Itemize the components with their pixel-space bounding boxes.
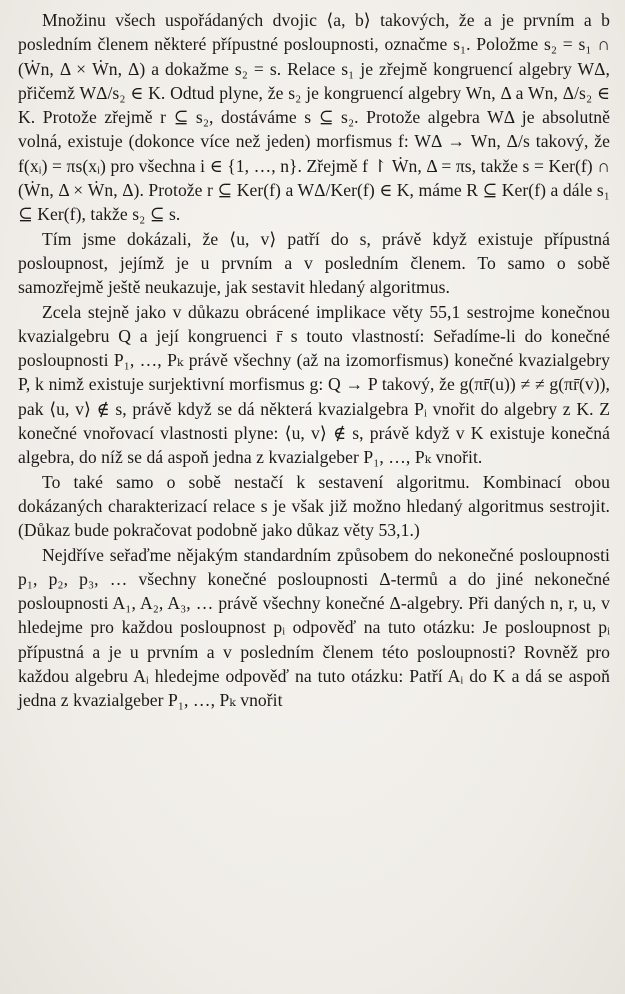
paragraph-enumeration: Nejdříve seřaďme nějakým standardním způsobem do nekonečné posloupnosti p₁, p₂, p₃, … všechny konečné posloupnosti Δ-termů a do jiné nekonečné posloupnosti A₁, A₂, A₃, … právě všechny konečné Δ-algebry. Při daných n, r, u, v hledejme pro každou posloupnost pᵢ odpověď na tuto otázku: Je posloupnost pᵢ přípustná a je u prvním a v posledním členem této posloupnosti? Rovněž pro každou algebru Aᵢ hledejme odpověď na tuto otázku: Patří Aᵢ do K a dá se aspoň jedna z kvazialgeber P₁, …, Pₖ vnořit <box>18 544 610 711</box>
paragraph-congruence-proof: Množinu všech uspořádaných dvojic ⟨a, b⟩ takových, že a je prvním a b posledním členem některé přípustné posloupnosti, označme s₁. Položme s₂ = s₁ ∩ (Ẇn, Δ × Ẇn, Δ) a dokažme s₂ = s. Relace s₁ je zřejmě kongruencí algebry WΔ, přičemž WΔ/s₂ ∈ K. Odtud plyne, že s₂ je kongruencí algebry Wn, Δ a Wn, Δ/s₂ ∈ K. Protože zřejmě r ⊆ s₂, dostáváme s ⊆ s₂. Protože algebra WΔ je absolutně volná, existuje (dokonce více než jeden) morfismus f: WΔ → Wn, Δ/s takový, že f(xᵢ) = πs(xᵢ) pro všechna i ∈ {1, …, n}. Zřejmě f ↾ Ẇn, Δ = πs, takže s = Ker(f) ∩ (Ẇn, Δ × Ẇn, Δ). Protože r ⊆ Ker(f) a WΔ/Ker(f) ∈ K, máme R ⊆ Ker(f) a dále s₁ ⊆ Ker(f), takže s₂ ⊆ s. <box>18 10 610 225</box>
paragraph-quasialgebra-construction: Zcela stejně jako v důkazu obrácené implikace věty 55,1 sestrojme konečnou kvazialgebru Q a její kongruenci r̄ s touto vlastností: Seřadíme-li do konečné posloupnosti P₁, …, Pₖ právě všechny (až na izomorfismus) konečné kvazialgebry P, k nimž existuje surjektivní morfismus g: Q → P takový, že g(πr̄(u)) ≠ ≠ g(πr̄(v)), pak ⟨u, v⟩ ∉ s, právě když se dá některá kvazialgebra Pᵢ vnořit do algebry z K. Z konečné vnořovací vlastnosti plyne: ⟨u, v⟩ ∉ s, právě když v K existuje konečná algebra, do níž se dá aspoň jedna z kvazialgeber P₁, …, Pₖ vnořit. <box>18 301 610 468</box>
paragraph-algorithm-combination: To také samo o sobě nestačí k sestavení algoritmu. Kombinací obou dokázaných charakterizací relace s je však již možno hledaný algoritmus sestrojit. (Důkaz bude pokračovat podobně jako důkaz věty 53,1.) <box>18 471 610 541</box>
body-text <box>18 8 610 713</box>
paragraph-admissible-sequence: Tím jsme dokázali, že ⟨u, v⟩ patří do s, právě když existuje přípustná posloupnost, jejímž je u prvním a v posledním členem. To samo o sobě samozřejmě ještě neukazuje, jak sestavit hledaný algoritmus. <box>18 228 610 298</box>
